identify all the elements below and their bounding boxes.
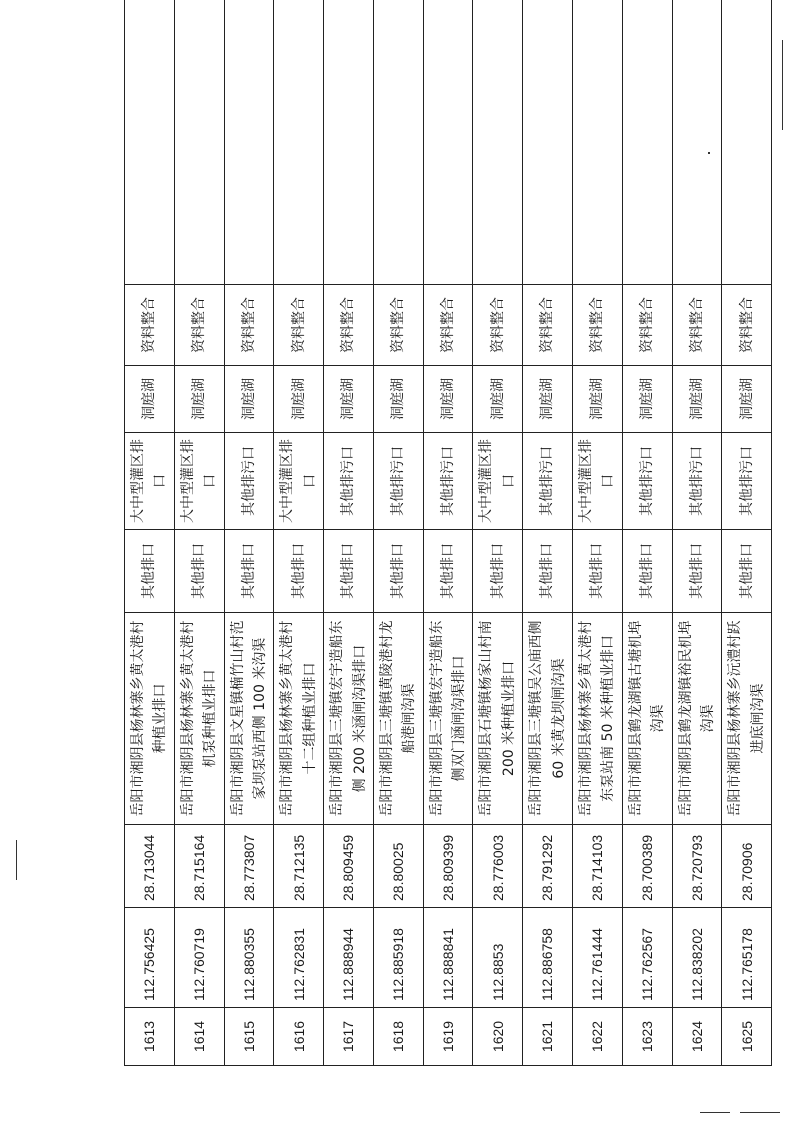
remarks-cell xyxy=(224,0,274,285)
basin-cell: 洞庭湖 xyxy=(224,366,274,433)
latitude-cell: 28.720793 xyxy=(672,825,722,908)
longitude-cell: 112.880355 xyxy=(224,908,274,1008)
remarks-cell xyxy=(125,0,175,285)
table-row xyxy=(672,0,722,1066)
outfall-name-cell: 岳阳市湘阴县杨林寨乡沅澧村跃进底闸沟渠 xyxy=(722,613,772,825)
outfall-name-cell: 岳阳市湘阴县文星镇楠竹山村范家坝泵站西侧 100 米沟渠 xyxy=(224,613,274,825)
table-row xyxy=(722,0,772,1066)
longitude-cell: 112.888944 xyxy=(324,908,374,1008)
longitude-cell: 112.762831 xyxy=(274,908,324,1008)
outfall-name-cell: 岳阳市湘阴县三塘镇宏宇造船东侧 200 米涵闸沟渠排口 xyxy=(324,613,374,825)
table-row xyxy=(573,0,623,1066)
status-cell: 资料整合 xyxy=(373,285,423,366)
table-row xyxy=(523,0,573,1066)
table-row xyxy=(622,0,672,1066)
outfall-name-cell: 岳阳市湘阴县杨林寨乡黄太港村东泵站南 50 米种植业排口 xyxy=(573,613,623,825)
basin-cell: 洞庭湖 xyxy=(274,366,324,433)
outfall-type-cell: 其他排口 xyxy=(722,530,772,613)
row-number: 1620 xyxy=(473,1008,523,1066)
basin-cell: 洞庭湖 xyxy=(174,366,224,433)
outfall-type-cell: 其他排口 xyxy=(324,530,374,613)
outfall-subtype-cell: 其他排污口 xyxy=(423,433,473,530)
status-cell: 资料整合 xyxy=(622,285,672,366)
outfall-name-cell: 岳阳市湘阴县杨林寨乡黄太港村十二组种植业排口 xyxy=(274,613,324,825)
outfall-type-cell: 其他排口 xyxy=(573,530,623,613)
scan-mark xyxy=(700,1112,730,1113)
longitude-cell: 112.762567 xyxy=(622,908,672,1008)
remarks-cell xyxy=(573,0,623,285)
latitude-cell: 28.809399 xyxy=(423,825,473,908)
status-cell: 资料整合 xyxy=(174,285,224,366)
longitude-cell: 112.886758 xyxy=(523,908,573,1008)
row-number: 1615 xyxy=(224,1008,274,1066)
row-number: 1624 xyxy=(672,1008,722,1066)
table-row xyxy=(324,0,374,1066)
outfall-type-cell: 其他排口 xyxy=(274,530,324,613)
outfall-subtype-cell: 其他排污口 xyxy=(373,433,423,530)
outfall-subtype-cell: 其他排污口 xyxy=(722,433,772,530)
latitude-cell: 28.70906 xyxy=(722,825,772,908)
table-row xyxy=(174,0,224,1066)
remarks-cell xyxy=(672,0,722,285)
outfall-subtype-cell: 大中型灌区排口 xyxy=(125,433,175,530)
outfall-name-cell: 岳阳市湘阴县三塘镇黄陵港村龙船港闸沟渠 xyxy=(373,613,423,825)
outfall-subtype-cell: 大中型灌区排口 xyxy=(274,433,324,530)
remarks-cell xyxy=(423,0,473,285)
outfall-subtype-cell: 大中型灌区排口 xyxy=(174,433,224,530)
basin-cell: 洞庭湖 xyxy=(722,366,772,433)
scan-mark xyxy=(782,40,783,130)
basin-cell: 洞庭湖 xyxy=(573,366,623,433)
basin-cell: 洞庭湖 xyxy=(324,366,374,433)
latitude-cell: 28.715164 xyxy=(174,825,224,908)
outfall-name-cell: 岳阳市湘阴县鹤龙湖镇古塘机埠沟渠 xyxy=(622,613,672,825)
latitude-cell: 28.80025 xyxy=(373,825,423,908)
table-row xyxy=(224,0,274,1066)
outfall-type-cell: 其他排口 xyxy=(423,530,473,613)
row-number: 1616 xyxy=(274,1008,324,1066)
row-number: 1621 xyxy=(523,1008,573,1066)
outfall-subtype-cell: 其他排污口 xyxy=(324,433,374,530)
outfall-type-cell: 其他排口 xyxy=(224,530,274,613)
basin-cell: 洞庭湖 xyxy=(125,366,175,433)
row-number: 1613 xyxy=(125,1008,175,1066)
longitude-cell: 112.761444 xyxy=(573,908,623,1008)
latitude-cell: 28.773807 xyxy=(224,825,274,908)
outfall-type-cell: 其他排口 xyxy=(373,530,423,613)
status-cell: 资料整合 xyxy=(423,285,473,366)
status-cell: 资料整合 xyxy=(722,285,772,366)
outfall-subtype-cell: 大中型灌区排口 xyxy=(573,433,623,530)
status-cell: 资料整合 xyxy=(324,285,374,366)
outfall-subtype-cell: 大中型灌区排口 xyxy=(473,433,523,530)
remarks-cell xyxy=(324,0,374,285)
status-cell: 资料整合 xyxy=(523,285,573,366)
basin-cell: 洞庭湖 xyxy=(523,366,573,433)
longitude-cell: 112.765178 xyxy=(722,908,772,1008)
status-cell: 资料整合 xyxy=(672,285,722,366)
scan-mark xyxy=(708,152,710,154)
latitude-cell: 28.714103 xyxy=(573,825,623,908)
table-body xyxy=(125,0,772,1066)
row-number: 1617 xyxy=(324,1008,374,1066)
remarks-cell xyxy=(722,0,772,285)
latitude-cell: 28.809459 xyxy=(324,825,374,908)
remarks-cell xyxy=(174,0,224,285)
status-cell: 资料整合 xyxy=(274,285,324,366)
latitude-cell: 28.776003 xyxy=(473,825,523,908)
outfall-type-cell: 其他排口 xyxy=(672,530,722,613)
outfall-type-cell: 其他排口 xyxy=(473,530,523,613)
basin-cell: 洞庭湖 xyxy=(373,366,423,433)
row-number: 1622 xyxy=(573,1008,623,1066)
table-row xyxy=(473,0,523,1066)
outfall-type-cell: 其他排口 xyxy=(174,530,224,613)
outfall-type-cell: 其他排口 xyxy=(125,530,175,613)
longitude-cell: 112.838202 xyxy=(672,908,722,1008)
remarks-cell xyxy=(373,0,423,285)
outfall-subtype-cell: 其他排污口 xyxy=(224,433,274,530)
latitude-cell: 28.712135 xyxy=(274,825,324,908)
longitude-cell: 112.756425 xyxy=(125,908,175,1008)
table-row xyxy=(423,0,473,1066)
status-cell: 资料整合 xyxy=(573,285,623,366)
status-cell: 资料整合 xyxy=(125,285,175,366)
longitude-cell: 112.760719 xyxy=(174,908,224,1008)
outfall-name-cell: 岳阳市湘阴县石塘镇杨家山村南200 米种植业排口 xyxy=(473,613,523,825)
scan-mark xyxy=(16,840,17,880)
row-number: 1618 xyxy=(373,1008,423,1066)
outfall-table xyxy=(124,0,772,1066)
latitude-cell: 28.713044 xyxy=(125,825,175,908)
table-row xyxy=(274,0,324,1066)
outfall-type-cell: 其他排口 xyxy=(523,530,573,613)
status-cell: 资料整合 xyxy=(224,285,274,366)
row-number: 1623 xyxy=(622,1008,672,1066)
remarks-cell xyxy=(274,0,324,285)
longitude-cell: 112.885918 xyxy=(373,908,423,1008)
longitude-cell: 112.8853 xyxy=(473,908,523,1008)
row-number: 1614 xyxy=(174,1008,224,1066)
outfall-type-cell: 其他排口 xyxy=(622,530,672,613)
remarks-cell xyxy=(473,0,523,285)
outfall-subtype-cell: 其他排污口 xyxy=(622,433,672,530)
outfall-subtype-cell: 其他排污口 xyxy=(672,433,722,530)
table-row xyxy=(125,0,175,1066)
remarks-cell xyxy=(523,0,573,285)
longitude-cell: 112.888841 xyxy=(423,908,473,1008)
basin-cell: 洞庭湖 xyxy=(473,366,523,433)
outfall-name-cell: 岳阳市湘阴县杨林寨乡黄太港村机泵种植业排口 xyxy=(174,613,224,825)
outfall-name-cell: 岳阳市湘阴县鹤龙湖镇裕民机埠沟渠 xyxy=(672,613,722,825)
basin-cell: 洞庭湖 xyxy=(622,366,672,433)
table-row xyxy=(373,0,423,1066)
outfall-name-cell: 岳阳市湘阴县杨林寨乡黄太港村种植业排口 xyxy=(125,613,175,825)
outfall-subtype-cell: 其他排污口 xyxy=(523,433,573,530)
remarks-cell xyxy=(622,0,672,285)
latitude-cell: 28.791292 xyxy=(523,825,573,908)
basin-cell: 洞庭湖 xyxy=(423,366,473,433)
status-cell: 资料整合 xyxy=(473,285,523,366)
latitude-cell: 28.700389 xyxy=(622,825,672,908)
outfall-name-cell: 岳阳市湘阴县三塘镇宏宇造船东侧双门涵闸沟渠排口 xyxy=(423,613,473,825)
scan-mark xyxy=(740,1112,780,1113)
basin-cell: 洞庭湖 xyxy=(672,366,722,433)
row-number: 1625 xyxy=(722,1008,772,1066)
outfall-name-cell: 岳阳市湘阴县三塘镇吴公庙西侧60 米黄龙坝闸沟渠 xyxy=(523,613,573,825)
rotated-page xyxy=(124,56,766,1066)
row-number: 1619 xyxy=(423,1008,473,1066)
